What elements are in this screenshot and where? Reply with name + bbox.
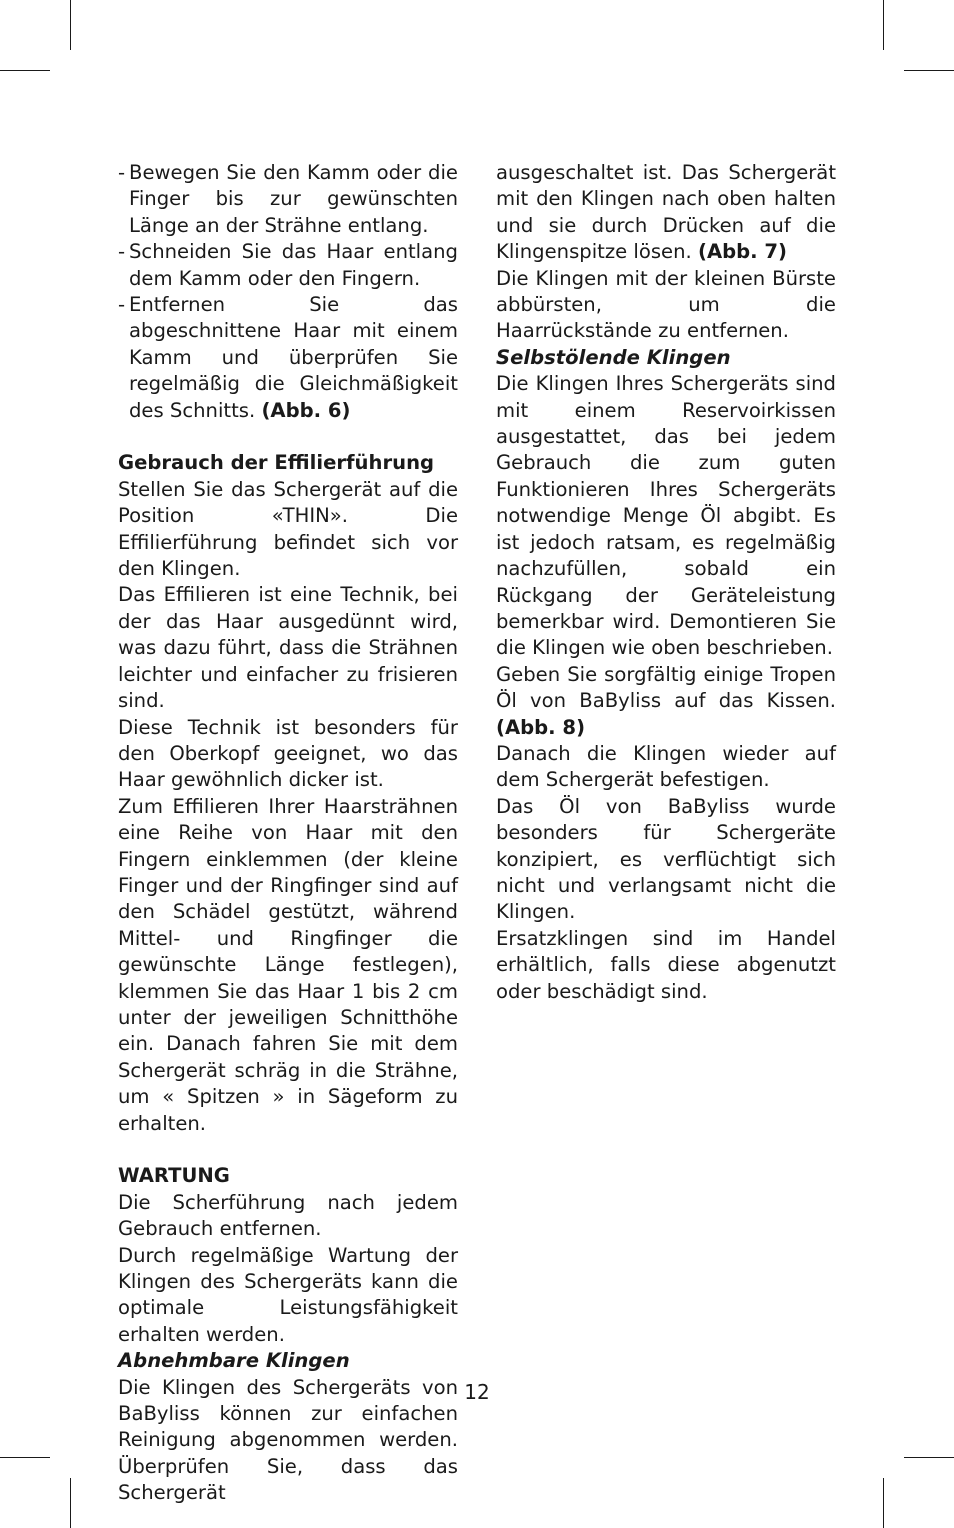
paragraph-text: ausgeschaltet ist. Das Schergerät mit den Klingen nach oben halten und sie durch Drücken auf die Klingenspitze lösen. (496, 161, 836, 264)
crop-mark (70, 0, 71, 50)
figure-reference: (Abb. 7) (697, 240, 788, 264)
bullet-dash: - (118, 293, 126, 317)
crop-mark (883, 1478, 884, 1528)
figure-reference: (Abb. 6) (261, 398, 351, 422)
crop-mark (0, 70, 50, 71)
section-heading: Gebrauch der Effilierführung (118, 451, 435, 475)
bullet-text: Bewegen Sie den Kamm oder die Finger bis zur gewünschten Länge an der Strähne entlang. (129, 161, 458, 237)
bullet-dash: - (118, 161, 126, 184)
paragraph: Die Klingen mit der kleinen Bürste abbürsten, um die Haarrückstände zu entfernen. (496, 266, 836, 343)
bullet-text: Entfernen Sie das abgeschnittene Haar mit einem Kamm und überprüfen Sie regelmäßig die Gleichmäßigkeit des Schnitts. (129, 293, 458, 422)
paragraph: Das Öl von BaByliss wurde besonders für Schergeräte konzipiert, es verflüchtigt sich nicht und verlangsamt nicht die Klingen. (496, 794, 836, 924)
paragraph: Ersatzklingen sind im Handel erhältlich, falls diese abgenutzt oder beschädigt sind. (496, 926, 836, 1003)
section-heading: WARTUNG (118, 1164, 230, 1188)
paragraph-text: Geben Sie sorgfältig einige Tropen Öl von BaByliss auf das Kissen. (496, 662, 836, 713)
paragraph: Zum Effilieren Ihrer Haarsträhnen eine Reihe von Haar mit den Fingern einklemmen (der kleine Finger und der Ringfinger sind auf den Schädel gestützt, während Mittel- und Ringfinger die gewünschte Länge festlegen), klemmen Sie das Haar 1 bis 2 cm unter der jeweiligen Schnitthöhe ein. Danach fahren Sie mit dem Schergerät schräg in die Strähne, um « Spitzen » in Sägeform zu erhalten. (118, 794, 458, 1135)
subheading: Selbstölende Klingen (496, 345, 731, 369)
list-item (118, 239, 458, 292)
list-item (118, 160, 458, 239)
spacer (118, 1137, 458, 1163)
right-column (496, 160, 836, 1005)
paragraph: Die Klingen des Schergeräts von BaByliss können zur einfachen Reinigung abgenommen werden. Überprüfen Sie, dass das Schergerät (118, 1375, 458, 1505)
paragraph: Das Effilieren ist eine Technik, bei der das Haar ausgedünnt wird, was dazu führt, dass die Strähnen leichter und einfacher zu frisieren sind. (118, 583, 458, 713)
paragraph: Stellen Sie das Schergerät auf die Position «THIN». Die Effilierführung befindet sich vor den Klingen. (118, 477, 458, 581)
spacer (118, 424, 458, 450)
crop-mark (883, 0, 884, 50)
paragraph: Die Scherführung nach jedem Gebrauch entfernen. (118, 1190, 458, 1241)
list-item (118, 292, 458, 424)
crop-mark (70, 1478, 71, 1528)
left-column (118, 160, 458, 1507)
bullet-text: Schneiden Sie das Haar entlang dem Kamm oder den Fingern. (129, 240, 458, 290)
paragraph: Durch regelmäßige Wartung der Klingen des Schergeräts kann die optimale Leistungsfähigkeit erhalten werden. (118, 1243, 458, 1346)
paragraph: Diese Technik ist besonders für den Oberkopf geeignet, wo das Haar gewöhnlich dicker ist. (118, 715, 458, 792)
subheading: Abnehmbare Klingen (118, 1349, 350, 1373)
paragraph: Danach die Klingen wieder auf dem Schergerät befestigen. (496, 741, 836, 792)
figure-reference: (Abb. 8) (496, 715, 586, 739)
list-item-text (129, 292, 458, 424)
paragraph (496, 662, 836, 741)
paragraph (496, 160, 836, 266)
bullet-dash: - (118, 240, 126, 264)
crop-mark (904, 1457, 954, 1458)
crop-mark (0, 1457, 50, 1458)
paragraph: Die Klingen Ihres Schergeräts sind mit einem Reservoirkissen ausgestattet, das bei jedem Gebrauch die zum guten Funktionieren Ihres Schergeräts notwendige Menge Öl abgibt. Es ist jedoch ratsam, es regelmäßig nachzufüllen, sobald ein Rückgang der Geräteleistung bemerkbar wird. Demontieren Sie die Klingen wie oben beschrieben. (496, 372, 836, 660)
crop-mark (904, 70, 954, 71)
page-number: 12 (464, 1380, 490, 1404)
